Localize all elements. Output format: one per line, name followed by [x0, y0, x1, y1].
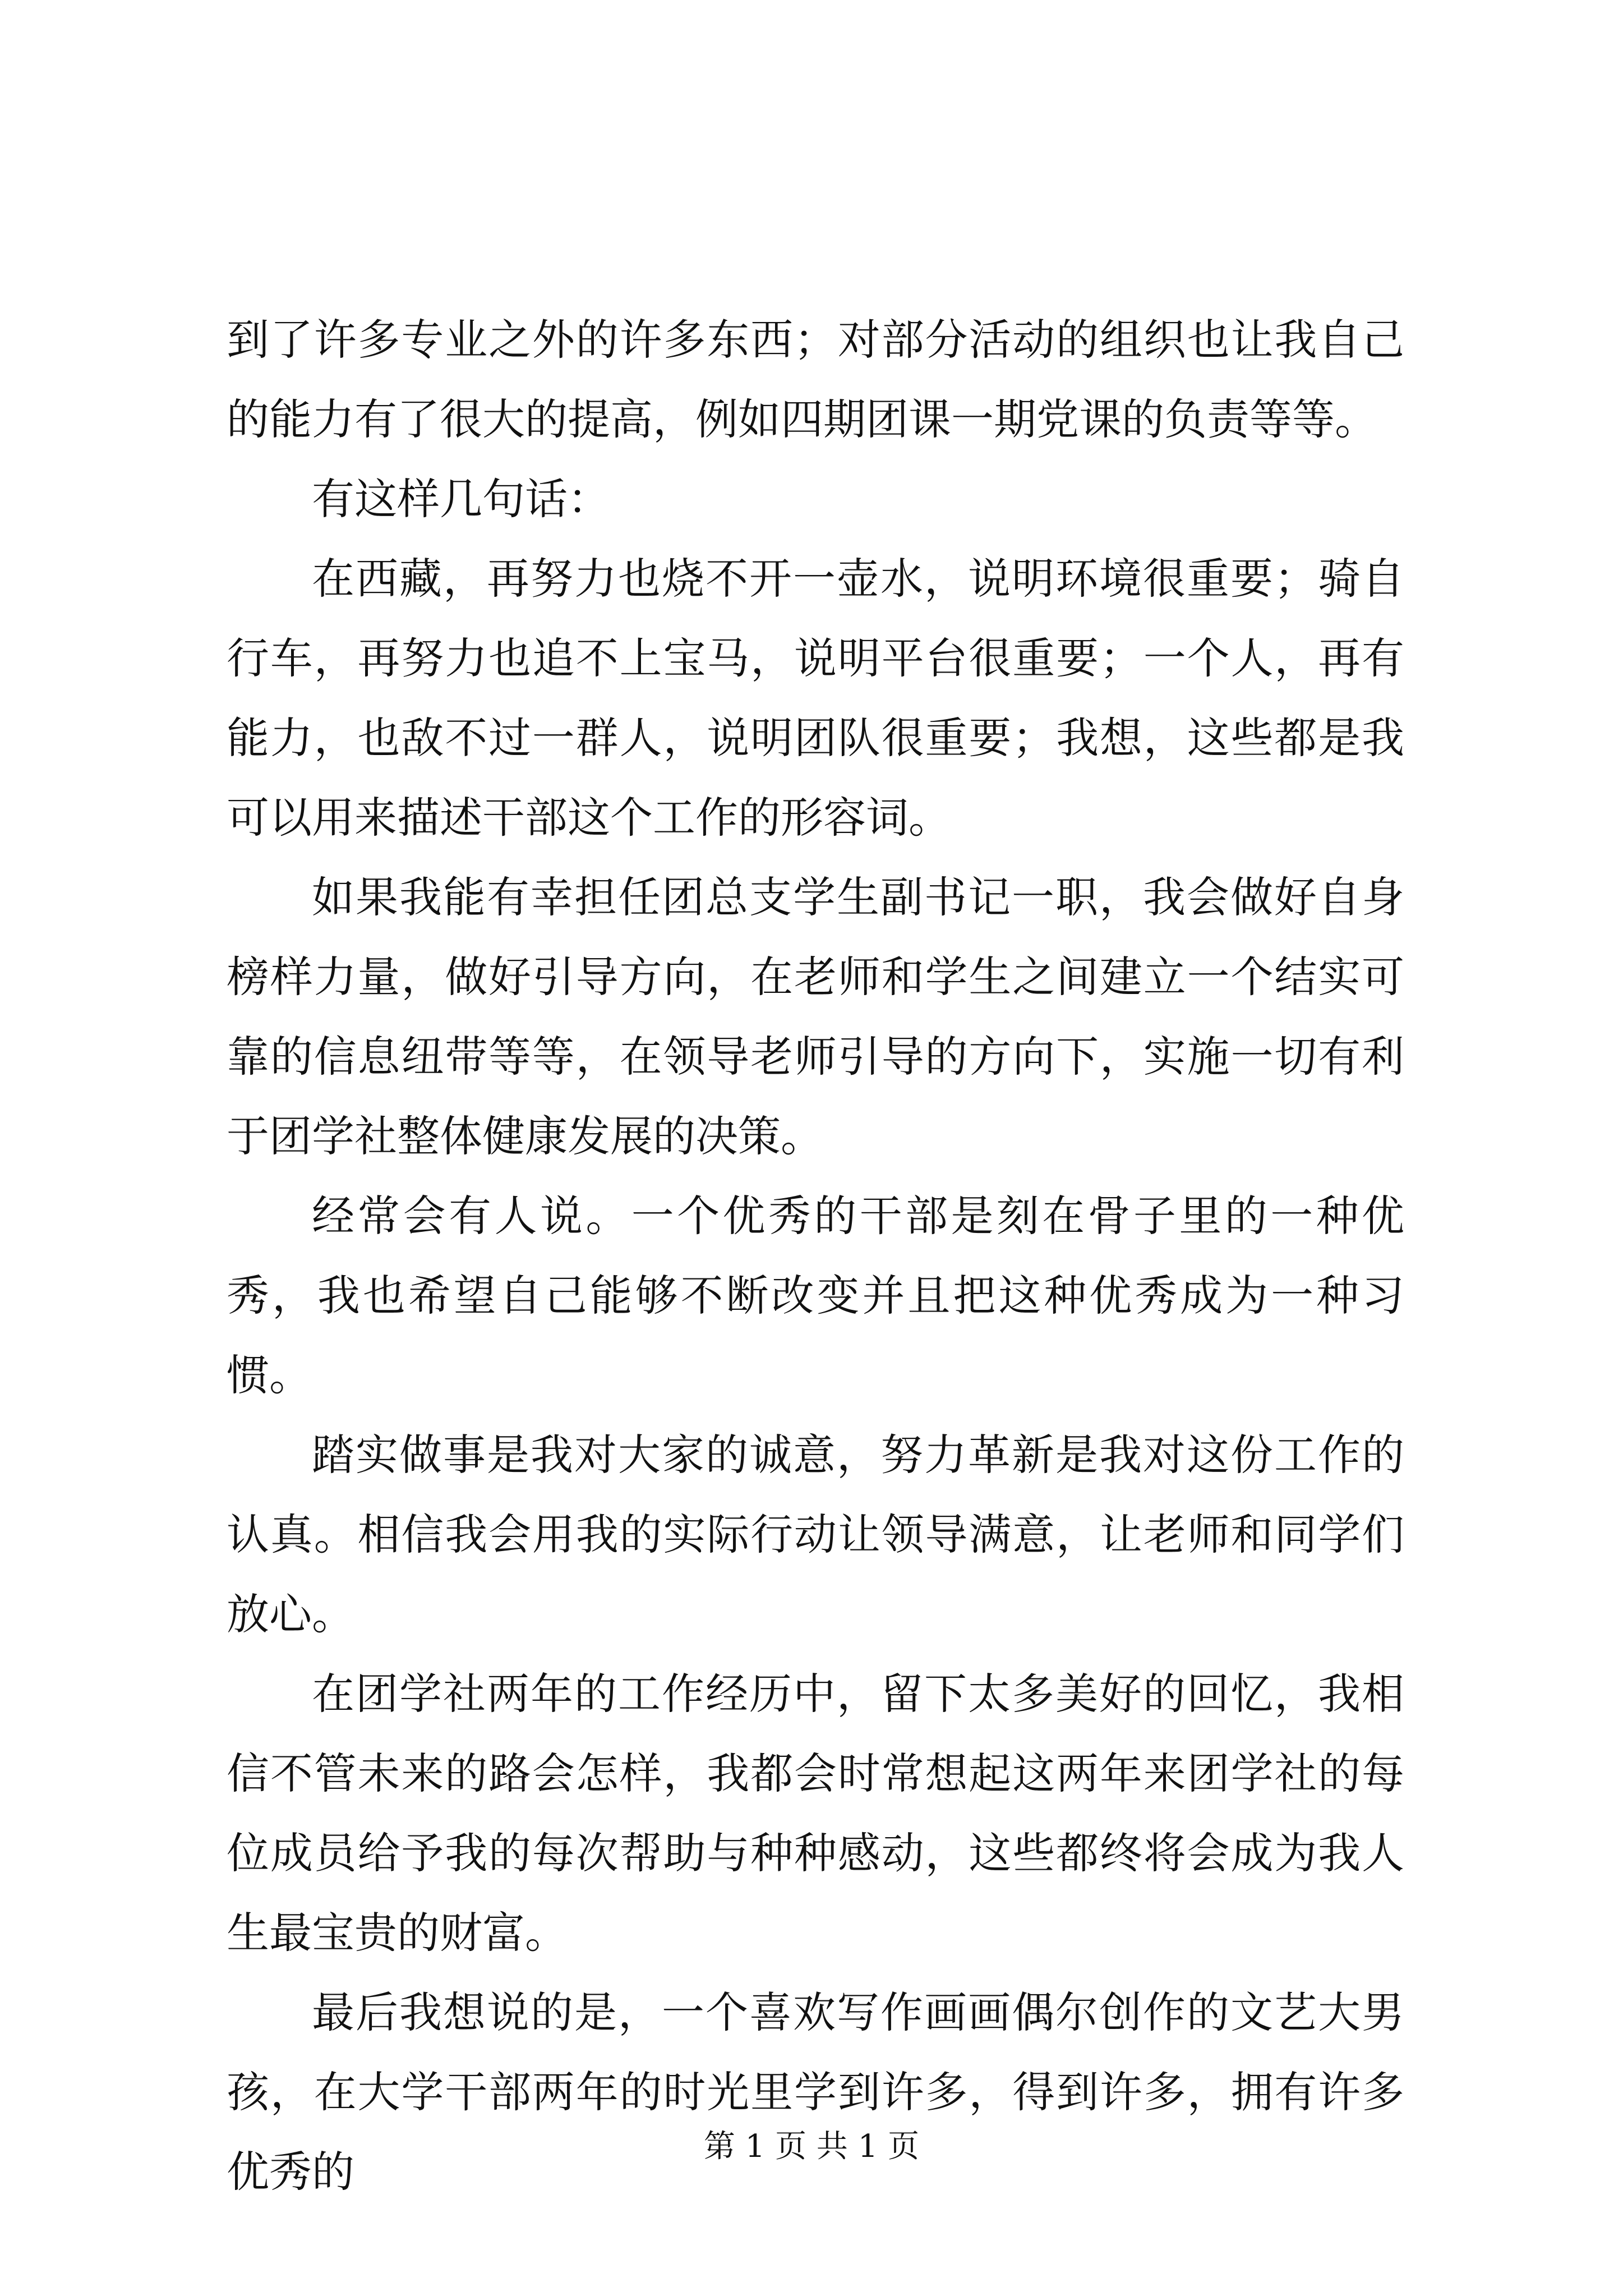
paragraph-7: 在团学社两年的工作经历中，留下太多美好的回忆，我相信不管未来的路会怎样，我都会时常想起这两年来团学社的每位成员给予我的每次帮助与种种感动，这些都终将会成为我人生最宝贵的财富。	[227, 1669, 1404, 1958]
document-body	[227, 300, 1404, 2212]
paragraph-8: 最后我想说的是，一个喜欢写作画画偶尔创作的文艺大男孩，在大学干部两年的时光里学到许多，得到许多，拥有许多优秀的	[227, 1987, 1404, 2197]
paragraph-6: 踏实做事是我对大家的诚意，努力革新是我对这份工作的认真。相信我会用我的实际行动让领导满意，让老师和同学们放心。	[227, 1430, 1404, 1639]
paragraph-1: 到了许多专业之外的许多东西；对部分活动的组织也让我自己的能力有了很大的提高，例如四期团课一期党课的负责等等。	[227, 315, 1404, 444]
paragraph-5: 经常会有人说。一个优秀的干部是刻在骨子里的一种优秀，我也希望自己能够不断改变并且把这种优秀成为一种习惯。	[227, 1191, 1404, 1400]
page-footer	[0, 2127, 1623, 2166]
paragraph-2: 有这样几句话：	[312, 474, 610, 524]
paragraph-4: 如果我能有幸担任团总支学生副书记一职，我会做好自身榜样力量，做好引导方向，在老师和学生之间建立一个结实可靠的信息纽带等等，在领导老师引导的方向下，实施一切有利于团学社整体健康发展的决策。	[227, 872, 1404, 1161]
page-number-label: 第 1 页 共 1 页	[703, 2128, 920, 2165]
paragraph-3: 在西藏，再努力也烧不开一壶水，说明环境很重要；骑自行车，再努力也追不上宝马，说明平台很重要；一个人，再有能力，也敌不过一群人，说明团队很重要；我想，这些都是我可以用来描述干部这个工作的形容词。	[227, 554, 1404, 843]
